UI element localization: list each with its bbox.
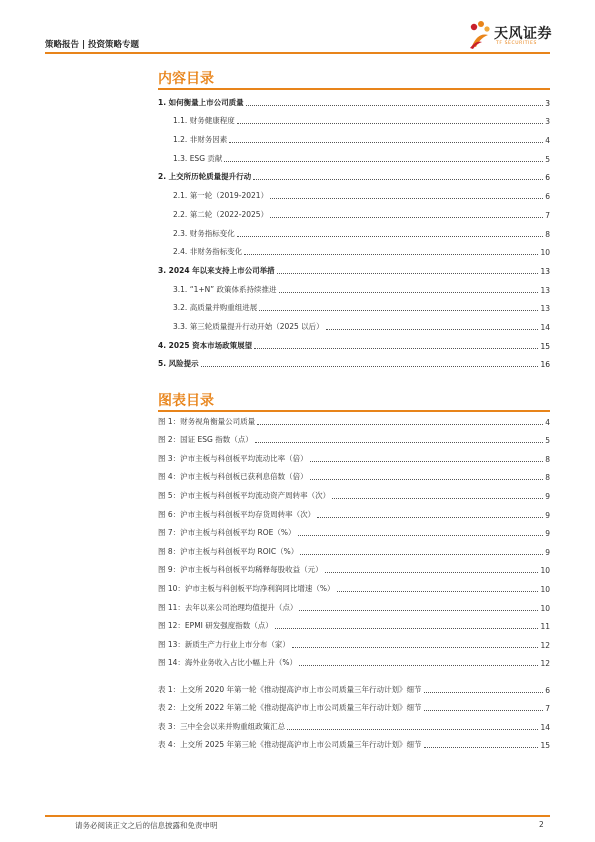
- entry-title: 3.1. “1+N” 政策体系持续推进: [173, 284, 277, 294]
- entry-title: 1.2. 非财务因素: [173, 135, 228, 145]
- dot-leader: [332, 498, 543, 499]
- toc-title: 内容目录: [158, 71, 214, 87]
- table-entry[interactable]: [158, 695, 550, 714]
- dot-leader: [255, 442, 543, 443]
- toc-subsection-entry[interactable]: [158, 126, 550, 145]
- toc-subsection-entry[interactable]: [158, 239, 550, 258]
- entry-page-number: 9: [545, 510, 550, 520]
- figure-entry[interactable]: [158, 613, 550, 632]
- entry-page-number: 4: [545, 417, 550, 427]
- toc-section-entry[interactable]: [158, 257, 550, 276]
- figure-entry[interactable]: [158, 650, 550, 669]
- dot-leader: [270, 217, 543, 218]
- entry-page-number: 3: [545, 98, 550, 108]
- table-entry[interactable]: [158, 732, 550, 751]
- figures-title: 图表目录: [158, 393, 214, 409]
- entry-page-number: 9: [545, 491, 550, 501]
- dot-leader: [298, 535, 544, 536]
- entry-page-number: 9: [545, 547, 550, 557]
- logo-mark-icon: [468, 20, 492, 50]
- entry-page-number: 7: [545, 704, 550, 714]
- entry-page-number: 16: [540, 360, 550, 370]
- entry-page-number: 13: [540, 304, 550, 314]
- toc-list: [158, 89, 550, 369]
- entry-title: 2.4. 非财务指标变化: [173, 247, 243, 257]
- entry-title: 图 9：沪市主板与科创板平均稀释每股收益（元）: [158, 565, 323, 575]
- logo-chinese-name: 天风证券: [494, 26, 552, 42]
- figure-entry[interactable]: [158, 501, 550, 520]
- entry-page-number: 10: [540, 603, 550, 613]
- figure-entry[interactable]: [158, 575, 550, 594]
- toc-section-entry[interactable]: [158, 351, 550, 370]
- dot-leader: [287, 729, 538, 730]
- entry-title: 图 1：财务视角衡量公司质量: [158, 416, 256, 426]
- entry-page-number: 13: [540, 266, 550, 276]
- dot-leader: [201, 366, 539, 367]
- figure-entry[interactable]: [158, 464, 550, 483]
- dot-leader: [424, 747, 539, 748]
- toc-subsection-entry[interactable]: [158, 276, 550, 295]
- entry-page-number: 5: [545, 436, 550, 446]
- figure-entry[interactable]: [158, 520, 550, 539]
- logo-english-name: TF SECURITIES: [496, 41, 537, 46]
- entry-page-number: 6: [545, 173, 550, 183]
- entry-page-number: 4: [545, 136, 550, 146]
- entry-title: 表 2：上交所 2022 年第二轮《推动提高沪市上市公司质量三年行动计划》细节: [158, 703, 422, 713]
- toc-subsection-entry[interactable]: [158, 145, 550, 164]
- entry-title: 图 8：沪市主板与科创板平均 ROIC（%）: [158, 546, 299, 556]
- entry-page-number: 9: [545, 529, 550, 539]
- entry-title: 1. 如何衡量上市公司质量: [158, 97, 244, 107]
- entry-page-number: 13: [540, 285, 550, 295]
- dot-leader: [292, 647, 539, 648]
- toc-section-entry[interactable]: [158, 89, 550, 108]
- table-entry[interactable]: [158, 676, 550, 695]
- dot-leader: [325, 572, 539, 573]
- entry-page-number: 8: [545, 229, 550, 239]
- page-number: 2: [539, 820, 544, 829]
- figure-entry[interactable]: [158, 594, 550, 613]
- entry-page-number: 8: [545, 454, 550, 464]
- entry-page-number: 6: [545, 192, 550, 202]
- dot-leader: [254, 348, 538, 349]
- entry-title: 图 14：海外业务收入占比小幅上升（%）: [158, 658, 298, 668]
- entry-page-number: 8: [545, 473, 550, 483]
- entry-title: 2. 上交所历轮质量提升行动: [158, 172, 252, 182]
- entry-title: 图 7：沪市主板与科创板平均 ROE（%）: [158, 528, 296, 538]
- entry-title: 表 1：上交所 2020 年第一轮《推动提高沪市上市公司质量三年行动计划》细节: [158, 684, 422, 694]
- footer-divider: [45, 815, 550, 817]
- dot-leader: [237, 236, 544, 237]
- toc-subsection-entry[interactable]: [158, 295, 550, 314]
- entry-page-number: 7: [545, 210, 550, 220]
- entry-title: 3.2. 高质量并购重组进展: [173, 303, 258, 313]
- entry-title: 图 2：国证 ESG 指数（点）: [158, 435, 253, 445]
- figure-entry[interactable]: [158, 427, 550, 446]
- figure-entry[interactable]: [158, 631, 550, 650]
- entry-page-number: 14: [540, 322, 550, 332]
- figure-entry[interactable]: [158, 482, 550, 501]
- dot-leader: [310, 461, 544, 462]
- dot-leader: [237, 123, 544, 124]
- toc-section-entry[interactable]: [158, 164, 550, 183]
- dot-leader: [277, 273, 539, 274]
- report-category: 策略报告 | 投资策略专题: [45, 40, 140, 50]
- entry-page-number: 3: [545, 117, 550, 127]
- toc-subsection-entry[interactable]: [158, 182, 550, 201]
- figure-list: [158, 408, 550, 668]
- dot-leader: [224, 161, 543, 162]
- entry-title: 1.3. ESG 贡献: [173, 153, 223, 163]
- entry-page-number: 10: [540, 584, 550, 594]
- dot-leader: [279, 292, 539, 293]
- entry-title: 2.3. 财务指标变化: [173, 228, 235, 238]
- dot-leader: [270, 198, 543, 199]
- entry-page-number: 15: [540, 741, 550, 751]
- dot-leader: [424, 692, 544, 693]
- figure-entry[interactable]: [158, 538, 550, 557]
- figure-entry[interactable]: [158, 408, 550, 427]
- entry-page-number: 6: [545, 685, 550, 695]
- figure-entry[interactable]: [158, 445, 550, 464]
- dot-leader: [317, 517, 543, 518]
- entry-page-number: 12: [540, 640, 550, 650]
- entry-title: 图 12：EPMI 研发强度指数（点）: [158, 621, 273, 631]
- entry-page-number: 5: [545, 154, 550, 164]
- company-logo: [468, 20, 558, 50]
- entry-title: 1.1. 财务健康程度: [173, 116, 235, 126]
- entry-title: 图 11：去年以来公司治理均值提升（点）: [158, 602, 298, 612]
- dot-leader: [326, 329, 539, 330]
- toc-section-entry[interactable]: [158, 332, 550, 351]
- entry-page-number: 12: [540, 659, 550, 669]
- toc-subsection-entry[interactable]: [158, 313, 550, 332]
- entry-title: 图 13：新质生产力行业上市分布（家）: [158, 639, 290, 649]
- table-list: [158, 676, 550, 750]
- entry-title: 4. 2025 资本市场政策展望: [158, 340, 253, 350]
- figure-entry[interactable]: [158, 557, 550, 576]
- entry-title: 3.3. 第三轮质量提升行动开始（2025 以后）: [173, 321, 324, 331]
- entry-title: 表 4：上交所 2025 年第三轮《推动提高沪市上市公司质量三年行动计划》细节: [158, 740, 422, 750]
- entry-title: 图 3：沪市主板与科创板平均流动比率（倍）: [158, 453, 308, 463]
- dot-leader: [300, 554, 543, 555]
- header-divider: [45, 52, 550, 54]
- toc-subsection-entry[interactable]: [158, 201, 550, 220]
- entry-title: 图 4：沪市主板与科创板已获利息倍数（倍）: [158, 472, 308, 482]
- dot-leader: [424, 710, 544, 711]
- entry-title: 5. 风险提示: [158, 359, 199, 369]
- entry-title: 2.1. 第一轮（2019-2021）: [173, 191, 269, 201]
- dot-leader: [246, 105, 544, 106]
- dot-leader: [310, 479, 544, 480]
- dot-leader: [299, 610, 538, 611]
- dot-leader: [244, 254, 538, 255]
- entry-page-number: 10: [540, 566, 550, 576]
- dot-leader: [275, 628, 539, 629]
- footer-disclaimer: 请务必阅读正文之后的信息披露和免责申明: [75, 821, 218, 830]
- toc-subsection-entry[interactable]: [158, 220, 550, 239]
- entry-title: 表 3：三中全会以来并购重组政策汇总: [158, 721, 286, 731]
- dot-leader: [259, 310, 538, 311]
- entry-title: 图 10：沪市主板与科创板平均净利润同比增速（%）: [158, 583, 335, 593]
- entry-page-number: 10: [540, 248, 550, 258]
- table-entry[interactable]: [158, 713, 550, 732]
- entry-page-number: 11: [540, 622, 550, 632]
- toc-subsection-entry[interactable]: [158, 108, 550, 127]
- entry-page-number: 14: [540, 722, 550, 732]
- entry-title: 图 6：沪市主板与科创板平均存货周转率（次）: [158, 509, 316, 519]
- dot-leader: [229, 142, 543, 143]
- dot-leader: [337, 591, 539, 592]
- dot-leader: [257, 424, 543, 425]
- dot-leader: [299, 665, 538, 666]
- entry-title: 2.2. 第二轮（2022-2025）: [173, 209, 269, 219]
- entry-title: 3. 2024 年以来支持上市公司举措: [158, 265, 275, 275]
- entry-title: 图 5：沪市主板与科创板平均流动资产周转率（次）: [158, 490, 331, 500]
- dot-leader: [253, 179, 543, 180]
- entry-page-number: 15: [540, 341, 550, 351]
